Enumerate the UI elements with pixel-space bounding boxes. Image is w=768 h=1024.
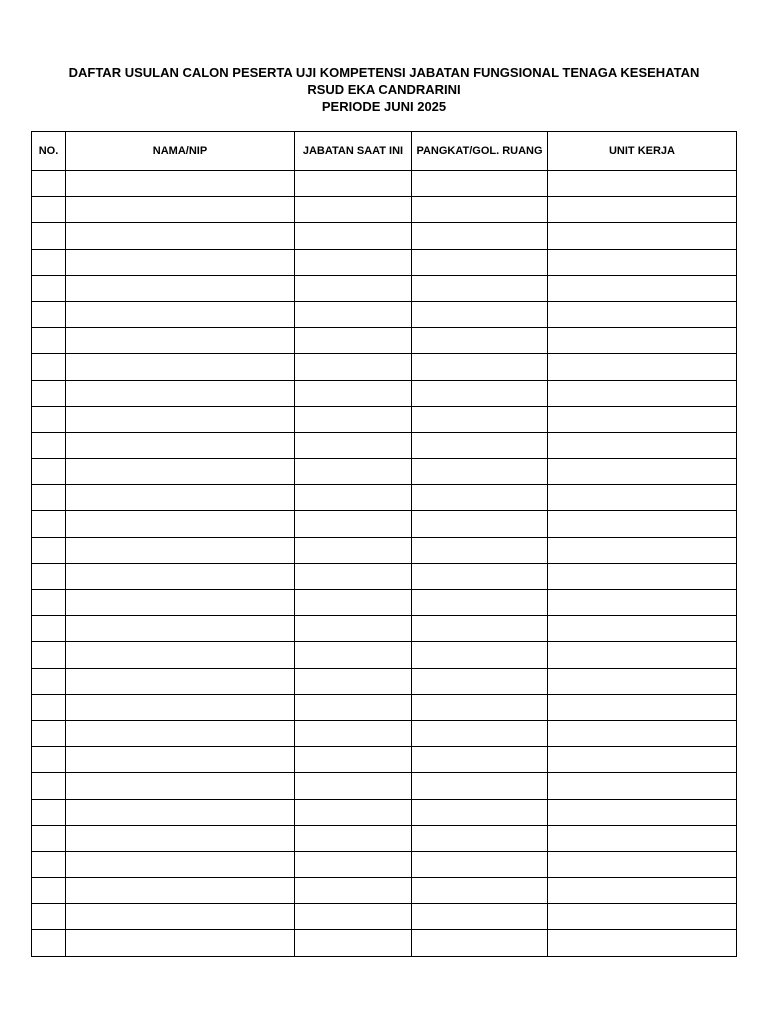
- table-row: [32, 406, 737, 432]
- cell-jabatan: [295, 485, 412, 511]
- cell-no: [32, 354, 66, 380]
- cell-nama-nip: [66, 694, 295, 720]
- cell-nama-nip: [66, 485, 295, 511]
- title-line-2: RSUD EKA CANDRARINI: [307, 82, 461, 97]
- table-row: [32, 511, 737, 537]
- table-row: [32, 380, 737, 406]
- cell-no: [32, 511, 66, 537]
- cell-unit-kerja: [548, 459, 737, 485]
- cell-unit-kerja: [548, 380, 737, 406]
- cell-unit-kerja: [548, 799, 737, 825]
- cell-no: [32, 720, 66, 746]
- cell-jabatan: [295, 642, 412, 668]
- cell-pangkat: [412, 590, 548, 616]
- cell-jabatan: [295, 773, 412, 799]
- cell-pangkat: [412, 301, 548, 327]
- cell-pangkat: [412, 459, 548, 485]
- cell-nama-nip: [66, 720, 295, 746]
- cell-nama-nip: [66, 301, 295, 327]
- cell-jabatan: [295, 825, 412, 851]
- cell-pangkat: [412, 930, 548, 956]
- cell-nama-nip: [66, 616, 295, 642]
- cell-nama-nip: [66, 249, 295, 275]
- cell-nama-nip: [66, 563, 295, 589]
- cell-unit-kerja: [548, 878, 737, 904]
- cell-pangkat: [412, 328, 548, 354]
- cell-pangkat: [412, 380, 548, 406]
- cell-unit-kerja: [548, 249, 737, 275]
- cell-pangkat: [412, 720, 548, 746]
- cell-unit-kerja: [548, 590, 737, 616]
- cell-unit-kerja: [548, 197, 737, 223]
- cell-no: [32, 773, 66, 799]
- cell-no: [32, 930, 66, 956]
- cell-nama-nip: [66, 590, 295, 616]
- cell-no: [32, 459, 66, 485]
- cell-pangkat: [412, 668, 548, 694]
- cell-unit-kerja: [548, 171, 737, 197]
- cell-jabatan: [295, 720, 412, 746]
- cell-jabatan: [295, 432, 412, 458]
- cell-unit-kerja: [548, 537, 737, 563]
- cell-unit-kerja: [548, 275, 737, 301]
- cell-nama-nip: [66, 432, 295, 458]
- cell-nama-nip: [66, 406, 295, 432]
- header-jabatan: JABATAN SAAT INI: [295, 132, 412, 171]
- cell-unit-kerja: [548, 773, 737, 799]
- cell-pangkat: [412, 223, 548, 249]
- table-row: [32, 354, 737, 380]
- cell-nama-nip: [66, 642, 295, 668]
- table-row: [32, 275, 737, 301]
- cell-pangkat: [412, 563, 548, 589]
- cell-pangkat: [412, 642, 548, 668]
- cell-pangkat: [412, 406, 548, 432]
- table-row: [32, 851, 737, 877]
- cell-nama-nip: [66, 511, 295, 537]
- cell-unit-kerja: [548, 930, 737, 956]
- cell-nama-nip: [66, 197, 295, 223]
- table-row: [32, 668, 737, 694]
- cell-jabatan: [295, 249, 412, 275]
- cell-unit-kerja: [548, 406, 737, 432]
- cell-unit-kerja: [548, 616, 737, 642]
- cell-pangkat: [412, 275, 548, 301]
- cell-pangkat: [412, 799, 548, 825]
- cell-unit-kerja: [548, 354, 737, 380]
- cell-no: [32, 537, 66, 563]
- table-row: [32, 223, 737, 249]
- cell-nama-nip: [66, 668, 295, 694]
- cell-nama-nip: [66, 275, 295, 301]
- cell-nama-nip: [66, 354, 295, 380]
- cell-no: [32, 799, 66, 825]
- cell-unit-kerja: [548, 642, 737, 668]
- cell-jabatan: [295, 930, 412, 956]
- document-title: [0, 64, 768, 115]
- header-pangkat: PANGKAT/GOL. RUANG: [412, 132, 548, 171]
- cell-nama-nip: [66, 799, 295, 825]
- cell-pangkat: [412, 851, 548, 877]
- cell-pangkat: [412, 354, 548, 380]
- cell-jabatan: [295, 354, 412, 380]
- cell-pangkat: [412, 616, 548, 642]
- cell-pangkat: [412, 747, 548, 773]
- cell-jabatan: [295, 878, 412, 904]
- title-line-3: PERIODE JUNI 2025: [321, 99, 447, 114]
- table-row: [32, 249, 737, 275]
- table-header-row: [32, 132, 737, 171]
- table-row: [32, 694, 737, 720]
- table-row: [32, 432, 737, 458]
- table-row: [32, 825, 737, 851]
- table-row: [32, 773, 737, 799]
- table-row: [32, 720, 737, 746]
- table-row: [32, 642, 737, 668]
- cell-no: [32, 590, 66, 616]
- cell-no: [32, 197, 66, 223]
- cell-jabatan: [295, 747, 412, 773]
- cell-nama-nip: [66, 223, 295, 249]
- cell-nama-nip: [66, 171, 295, 197]
- header-nama-nip: NAMA/NIP: [66, 132, 295, 171]
- cell-unit-kerja: [548, 223, 737, 249]
- cell-jabatan: [295, 511, 412, 537]
- cell-nama-nip: [66, 904, 295, 930]
- cell-nama-nip: [66, 459, 295, 485]
- cell-pangkat: [412, 432, 548, 458]
- cell-nama-nip: [66, 825, 295, 851]
- cell-no: [32, 406, 66, 432]
- cell-nama-nip: [66, 878, 295, 904]
- cell-no: [32, 171, 66, 197]
- cell-pangkat: [412, 197, 548, 223]
- cell-no: [32, 563, 66, 589]
- title-line-1: DAFTAR USULAN CALON PESERTA UJI KOMPETENSI JABATAN FUNGSIONAL TENAGA KESEHATAN: [68, 65, 700, 80]
- cell-jabatan: [295, 668, 412, 694]
- cell-no: [32, 485, 66, 511]
- cell-pangkat: [412, 825, 548, 851]
- table-row: [32, 537, 737, 563]
- cell-no: [32, 878, 66, 904]
- table-row: [32, 930, 737, 956]
- cell-no: [32, 432, 66, 458]
- cell-no: [32, 301, 66, 327]
- cell-unit-kerja: [548, 432, 737, 458]
- table-row: [32, 799, 737, 825]
- cell-pangkat: [412, 537, 548, 563]
- cell-nama-nip: [66, 328, 295, 354]
- cell-unit-kerja: [548, 301, 737, 327]
- cell-pangkat: [412, 511, 548, 537]
- cell-unit-kerja: [548, 720, 737, 746]
- table-row: [32, 301, 737, 327]
- table-row: [32, 747, 737, 773]
- cell-unit-kerja: [548, 511, 737, 537]
- cell-no: [32, 747, 66, 773]
- cell-no: [32, 616, 66, 642]
- cell-jabatan: [295, 197, 412, 223]
- cell-nama-nip: [66, 851, 295, 877]
- cell-jabatan: [295, 328, 412, 354]
- cell-unit-kerja: [548, 563, 737, 589]
- cell-jabatan: [295, 537, 412, 563]
- cell-jabatan: [295, 380, 412, 406]
- cell-pangkat: [412, 171, 548, 197]
- table-row: [32, 590, 737, 616]
- cell-pangkat: [412, 485, 548, 511]
- cell-jabatan: [295, 301, 412, 327]
- cell-no: [32, 642, 66, 668]
- cell-pangkat: [412, 904, 548, 930]
- cell-jabatan: [295, 223, 412, 249]
- table-row: [32, 197, 737, 223]
- cell-jabatan: [295, 590, 412, 616]
- header-unit-kerja: UNIT KERJA: [548, 132, 737, 171]
- cell-pangkat: [412, 773, 548, 799]
- cell-jabatan: [295, 904, 412, 930]
- cell-jabatan: [295, 851, 412, 877]
- cell-no: [32, 668, 66, 694]
- cell-unit-kerja: [548, 825, 737, 851]
- cell-nama-nip: [66, 773, 295, 799]
- cell-no: [32, 328, 66, 354]
- cell-no: [32, 275, 66, 301]
- cell-pangkat: [412, 249, 548, 275]
- cell-unit-kerja: [548, 747, 737, 773]
- cell-no: [32, 825, 66, 851]
- cell-jabatan: [295, 171, 412, 197]
- cell-jabatan: [295, 563, 412, 589]
- cell-jabatan: [295, 275, 412, 301]
- cell-no: [32, 249, 66, 275]
- cell-nama-nip: [66, 930, 295, 956]
- cell-jabatan: [295, 616, 412, 642]
- table-row: [32, 328, 737, 354]
- cell-jabatan: [295, 799, 412, 825]
- table-row: [32, 878, 737, 904]
- cell-no: [32, 223, 66, 249]
- cell-unit-kerja: [548, 851, 737, 877]
- table-row: [32, 616, 737, 642]
- table-row: [32, 563, 737, 589]
- table-row: [32, 459, 737, 485]
- cell-jabatan: [295, 406, 412, 432]
- table-body: [32, 171, 737, 957]
- cell-no: [32, 904, 66, 930]
- cell-unit-kerja: [548, 904, 737, 930]
- header-no: NO.: [32, 132, 66, 171]
- cell-nama-nip: [66, 747, 295, 773]
- cell-no: [32, 380, 66, 406]
- cell-pangkat: [412, 694, 548, 720]
- cell-unit-kerja: [548, 668, 737, 694]
- cell-pangkat: [412, 878, 548, 904]
- table-row: [32, 904, 737, 930]
- cell-nama-nip: [66, 380, 295, 406]
- table-row: [32, 171, 737, 197]
- cell-no: [32, 851, 66, 877]
- cell-unit-kerja: [548, 328, 737, 354]
- cell-unit-kerja: [548, 485, 737, 511]
- cell-no: [32, 694, 66, 720]
- participant-table: [31, 131, 737, 957]
- cell-jabatan: [295, 459, 412, 485]
- cell-nama-nip: [66, 537, 295, 563]
- cell-unit-kerja: [548, 694, 737, 720]
- cell-jabatan: [295, 694, 412, 720]
- table-row: [32, 485, 737, 511]
